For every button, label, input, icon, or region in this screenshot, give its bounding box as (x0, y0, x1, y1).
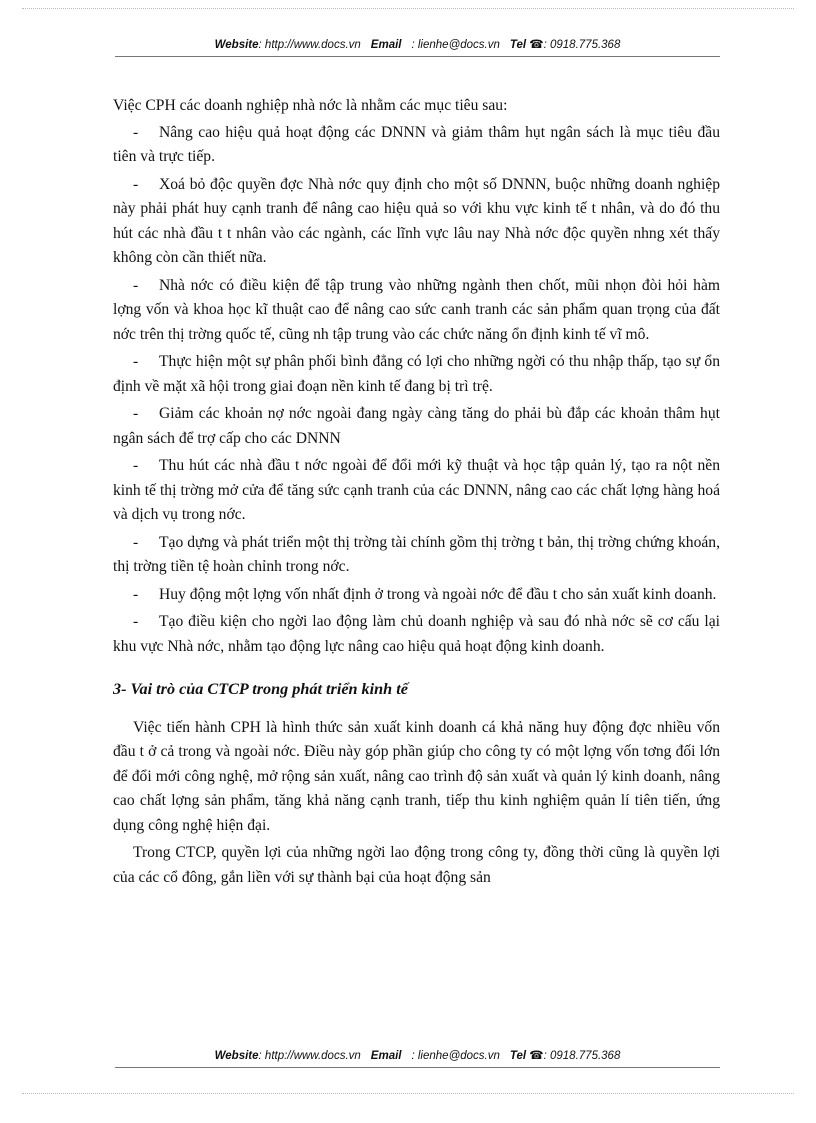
list-item (113, 531, 720, 580)
bullet-marker: - (133, 533, 139, 551)
list-item-text: Thực hiện một sự phân phối bình đẳng có lợi cho những ngời có thu nhập thấp, tạo sự ổn định về mặt xã hội trong giai đoạn nền kinh tế đang bị trì trệ. (113, 353, 720, 395)
intro-text: Việc CPH các doanh nghiệp nhà nớc là nhằm các mục tiêu sau: (113, 97, 508, 114)
header-divider (115, 56, 720, 57)
list-item-text: Giảm các khoản nợ nớc ngoài đang ngày càng tăng do phải bù đắp các khoản thâm hụt ngân sách để trợ cấp cho các DNNN (113, 405, 720, 447)
list-item-text: Tạo dựng và phát triển một thị trờng tài chính gồm thị trờng t bản, thị trờng chứng khoán, thị trờng tiền tệ hoàn chỉnh trong nớc. (113, 533, 720, 575)
page-footer (115, 1049, 720, 1063)
bullet-marker: - (133, 276, 139, 294)
footer-website-value[interactable]: : http://www.docs.vn (258, 1050, 361, 1062)
list-item-text: Thu hút các nhà đầu t nớc ngoài để đổi mới kỹ thuật và học tập quản lý, tạo ra nột nền kinh tế thị trờng mở cửa để tăng sức cạnh tranh của các DNNN, nâng cao các chất lợng hàng hoá và dịch vụ trong nớc. (113, 457, 720, 523)
list-item (113, 454, 720, 528)
page-header (115, 38, 720, 52)
header-website-label: Website (214, 39, 259, 51)
list-item-text: Nhà nớc có điều kiện để tập trung vào những ngành then chốt, mũi nhọn đòi hỏi hàm lợng vốn và khoa học kĩ thuật cao để nâng cao sức canh tranh các sản phẩm quan trọng của đất nớc trên thị trờng quốc tế, cũng nh tập trung vào các chức năng ổn định kinh tế vĩ mô. (113, 276, 720, 343)
list-item (113, 274, 720, 348)
list-item-text: Nâng cao hiệu quả hoạt động các DNNN và giảm thâm hụt ngân sách là mục tiêu đầu tiên và trực tiếp. (113, 123, 720, 165)
footer-email-value[interactable]: : lienhe@docs.vn (411, 1050, 500, 1062)
page-bottom-dotted-border (22, 1093, 794, 1094)
page-top-dotted-border (22, 8, 794, 9)
phone-icon: ☎ (529, 39, 544, 51)
header-tel-value: : 0918.775.368 (543, 39, 621, 51)
list-item (113, 402, 720, 451)
list-item-text: Xoá bỏ độc quyền đợc Nhà nớc quy định cho một số DNNN, buộc những doanh nghiệp này phải phát huy cạnh tranh để nâng cao hiệu quả so với khu vực kinh tế t nhân, và do đó thu hút các nhà đầu t t nhân vào các ngành, các lĩnh vực lâu nay Nhà nớc độc quyền nhng xét thấy không còn cần thiết nữa. (113, 175, 720, 266)
header-website-value[interactable]: : http://www.docs.vn (258, 39, 361, 51)
bullet-marker: - (133, 353, 139, 370)
bullet-marker: - (133, 585, 139, 603)
footer-tel-value: : 0918.775.368 (543, 1050, 621, 1062)
body-paragraph: Việc tiến hành CPH là hình thức sản xuất kinh doanh cá khả năng huy động đợc nhiều vốn đầu t ở cả trong và ngoài nớc. Điều này góp phần giúp cho công ty có một lợng vốn tơng đối lớn để đổi mới công nghệ, mở rộng sản xuất, nâng cao trình độ sản xuất và quản lý kinh doanh, nâng cao chất lợng sản phẩm, tăng khả năng cạnh tranh, tiếp thu kinh nghiệm quản lí tiên tiến, ứng dụng công nghệ hiện đại. (113, 718, 720, 834)
footer-website-label: Website (214, 1050, 259, 1062)
bullet-marker: - (133, 405, 139, 422)
list-item (113, 173, 720, 271)
list-item (113, 350, 720, 399)
section-heading: 3- Vai trò của CTCP trong phát triển kinh tế (113, 680, 408, 698)
list-item (113, 121, 720, 170)
bullet-marker: - (133, 175, 139, 193)
list-item (113, 583, 720, 608)
header-email-label: Email (370, 39, 402, 51)
list-item-text: Huy động một lợng vốn nhất định ở trong và ngoài nớc để đầu t cho sản xuất kinh doanh. (159, 585, 717, 603)
bullet-marker: - (133, 457, 139, 474)
bullet-marker: - (133, 613, 139, 630)
document-body (113, 94, 720, 893)
footer-email-label: Email (370, 1050, 402, 1062)
list-item (113, 610, 720, 659)
bullet-list (113, 121, 720, 660)
header-tel-label: Tel (509, 39, 527, 51)
footer-divider (115, 1067, 720, 1068)
header-email-value[interactable]: : lienhe@docs.vn (411, 39, 500, 51)
list-item-text: Tạo điều kiện cho ngời lao động làm chủ doanh nghiệp và sau đó nhà nớc sẽ cơ cấu lại khu vực Nhà nớc, nhằm tạo động lực nâng cao hiệu quả hoạt động kinh doanh. (113, 613, 720, 655)
paragraph-list (113, 716, 720, 891)
bullet-marker: - (133, 123, 139, 141)
phone-icon: ☎ (529, 1050, 544, 1062)
body-paragraph: Trong CTCP, quyền lợi của những ngời lao động trong công ty, đồng thời cũng là quyền lợi của các cổ đông, gắn liền với sự thành bại của hoạt động sản (113, 844, 720, 886)
footer-tel-label: Tel (509, 1050, 527, 1062)
